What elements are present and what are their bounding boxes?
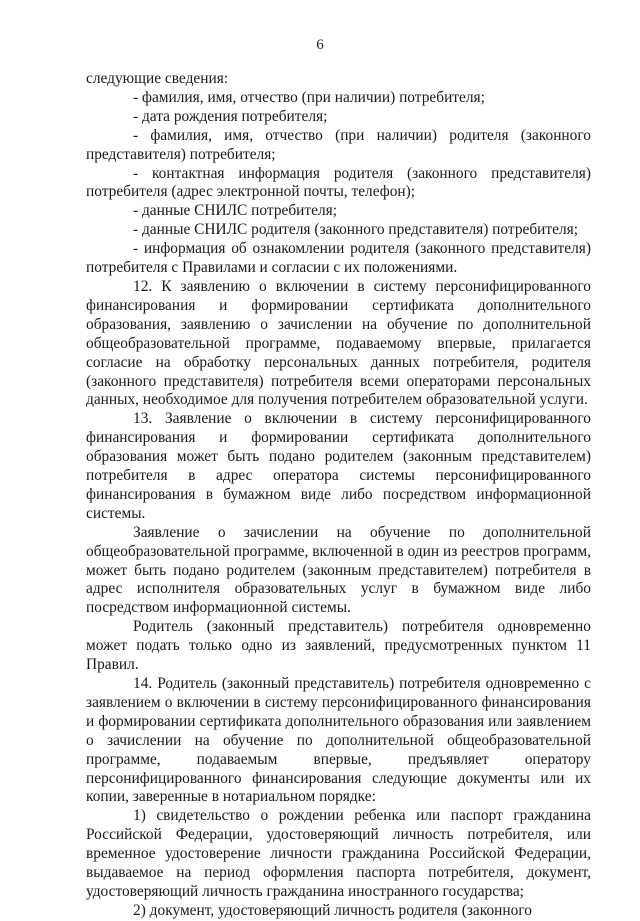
paragraph-14: 14. Родитель (законный представитель) потребителя одновременно с заявлением о включении в систему персонифицированного финансирования и формировании сертификата дополнительного образования или заявлением о зачислении на обучение по дополнительной общеобразовательной программе, подаваемым впервые, предъявляет оператору персонифицированного финансирования следующие документы или их копии, заверенные в нотариальном порядке: — [86, 675, 591, 806]
page-number: 6 — [316, 37, 324, 53]
paragraph-intro: следующие сведения: — [86, 70, 229, 87]
list-item: - фамилия, имя, отчество (при наличии) родителя (законного представителя) потребителя; — [86, 126, 591, 163]
paragraph-13-single-application: Родитель (законный представитель) потребителя одновременно может подать только одно из заявлений, предусмотренных пунктом 11 Правил. — [86, 618, 591, 674]
list-item: - дата рождения потребителя; — [133, 107, 328, 125]
paragraph-13-enrollment: Заявление о зачислении на обучение по дополнительной общеобразовательной программе, включенной в один из реестров программ, может быть подано родителем (законным представителем) потребителя в адрес исполнителя образовательных услуг в бумажном виде либо посредством информационной системы. — [86, 523, 591, 617]
paragraph-14-item-1: 1) свидетельство о рождении ребенка или паспорт гражданина Российской Федерации, удостоверяющий личность потребителя, или временное удостоверение личности гражданина Российской Федерации, выдаваемое на период оформления паспорта потребителя, документ, удостоверяющий личность гражданина иностранного государства; — [86, 807, 591, 900]
list-item: - фамилия, имя, отчество (при наличии) потребителя; — [133, 88, 485, 106]
list-item: - контактная информация родителя (законного представителя) потребителя (адрес электронной почты, телефон); — [86, 164, 591, 201]
list-item: - данные СНИЛС родителя (законного представителя) потребителя; — [133, 221, 579, 239]
list-item: - информация об ознакомлении родителя (законного представителя) потребителя с Правилами и согласии с их положениями. — [86, 240, 591, 277]
paragraph-13: 13. Заявление о включении в систему персонифицированного финансирования и формировании сертификата дополнительного образования может быть подано родителем (законным представителем) потребителя в адрес оператора системы персонифицированного финансирования в бумажном виде либо посредством информационной системы. — [86, 410, 591, 522]
paragraph-14-item-2: 2) документ, удостоверяющий личность родителя (законного — [133, 901, 532, 919]
document-body — [86, 70, 591, 921]
list-item: - данные СНИЛС потребителя; — [133, 202, 338, 220]
paragraph-12: 12. К заявлению о включении в систему персонифицированного финансирования и формировании сертификата дополнительного образования, заявлению о зачислении на обучение по дополнительной общеобразовательной программе, подаваемому впервые, прилагается согласие на обработку персональных данных потребителя, родителя (законного представителя) потребителя всеми операторами персональных данных, необходимое для получения потребителем образовательной услуги. — [86, 277, 591, 409]
